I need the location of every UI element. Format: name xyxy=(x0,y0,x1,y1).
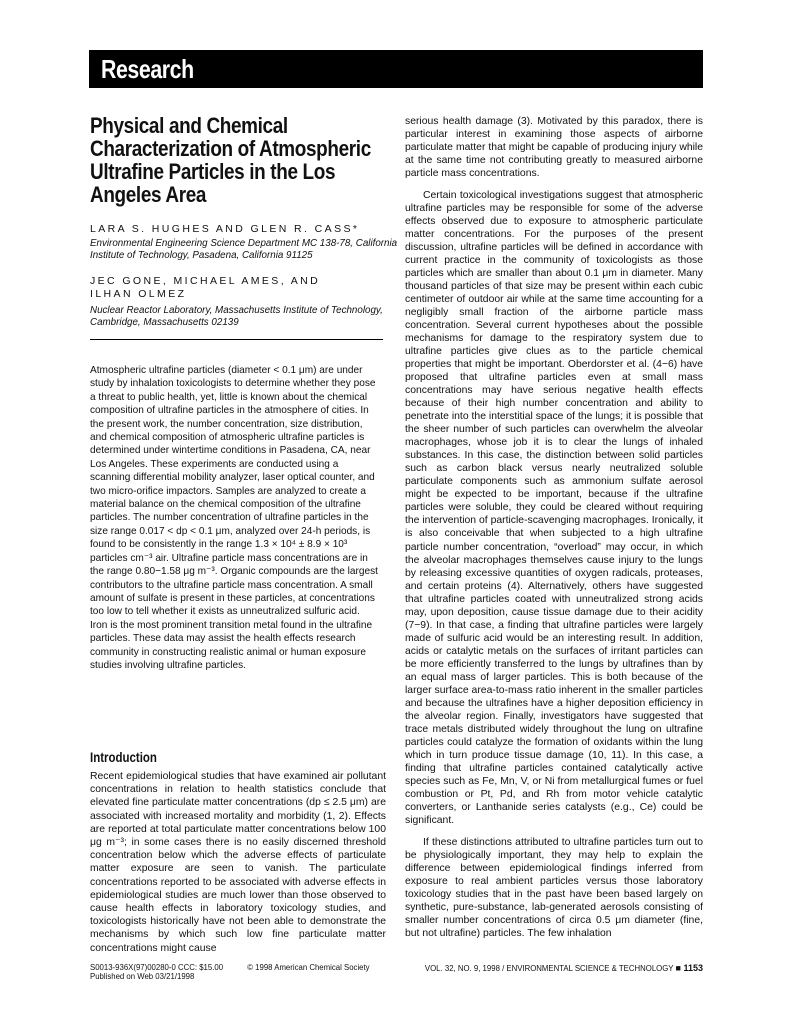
introduction-left-column: Recent epidemiological studies that have examined air pollutant concentrations in relation to health statistics conclude that elevated fine particulate matter concentrations (dp ≤ 2.5 μm) are associated with increased mortality and morbidity (1, 2). Effects are reported at total particulate matter concentrations below 100 μg m⁻³; in some cases there is no easily discerned threshold concentration below which the adverse effects of particulate matter exposure are seen to vanish. The particulate concentrations reported to be associated with adverse effects in epidemiological studies are much lower than those observed to cause health effects in laboratory toxicology studies, and toxicologists historically have not been able to demonstrate the mechanisms by which such low fine particulate matter concentrations might cause xyxy=(90,771,386,954)
paragraph: If these distinctions attributed to ultrafine particles turn out to be physiologically important, they may help to explain the difference between epidemiological findings inferred from exposure to real ambient particles versus those laboratory toxicology studies that in the past have been based largely on synthetic, pure-substance, lab-generated aerosols consisting of smaller number concentrations of circa 0.5 μm diameter (fine, but not ultrafine) particles. The few inhalation xyxy=(405,836,703,939)
journal-info: VOL. 32, NO. 9, 1998 / ENVIRONMENTAL SCIENCE & TECHNOLOGY xyxy=(424,964,674,973)
page-number: ■ 1153 xyxy=(675,963,703,973)
affiliation-2: Nuclear Reactor Laboratory, Massachusetts Institute of Technology, Cambridge, Massachusetts 02139 xyxy=(90,305,383,328)
author-list-1: LARA S. HUGHES AND GLEN R. CASS* xyxy=(90,223,360,235)
author-list-2: JEC GONE, MICHAEL AMES, AND ILHAN OLMEZ xyxy=(90,275,321,300)
affiliation-1: Environmental Engineering Science Department MC 138-78, California Institute of Technology, Pasadena, California 91125 xyxy=(90,238,398,261)
section-label: Research xyxy=(101,54,194,84)
footer-left xyxy=(90,963,390,981)
copyright: © 1998 American Chemical Society xyxy=(247,963,370,972)
footer-right xyxy=(405,963,703,973)
doc-code: S0013-936X(97)00280-0 CCC: $15.00 xyxy=(90,963,224,972)
paragraph: Certain toxicological investigations suggest that atmospheric ultrafine particles may be responsible for some of the adverse effects observed due to exposure to atmospheric particulate matter concentrations. For the purposes of the present discussion, ultrafine particles will be defined in accordance with current practice in the community of toxicologists as those particles which are smaller than about 0.1 μm in diameter. Many thousand particles of that size may be present within each cubic centimeter of outdoor air while at the same time accounting for a negligibly small fraction of the airborne particle mass concentration. Several current hypotheses about the possible mechanisms for damage to the respiratory system due to ultrafine particles give clues as to the particle chemical properties that might be important. Oberdorster et al. (4−6) have proposed that ultrafine particles even at small mass concentrations may have serious negative health effects because of their high number concentration and ability to penetrate into the interstitial space of the lungs; it is possible that the sheer number of such particles can overwhelm the alveolar macrophages, whose job it is to clear the lungs of inhaled substances. In this case, the distinction between solid particles such as carbon black versus nearly neutralized soluble particulate components such as ammonium sulfate aerosol might be expected to be important, because if the ultrafine particles were soluble, they could be cleared without requiring the intervention of particle-scavenging macrophages. Ironically, it is also conceivable that when subjected to a high ultrafine particle number concentration, “overload” may occur, in which the alveolar macrophages themselves cause injury to the lungs by releasing excessive quantities of oxygen radicals, proteases, and certain proteins (4). Alternatively, others have suggested that ultrafine particles coated with unneutralized strong acids may, upon deposition, cause tissue damage due to their acidity (7−9). In that case, a finding that ultrafine particles were largely made of sulfuric acid would be an interesting result. In addition, acids or catalytic metals on the surfaces of irritant particles can be more efficiently transferred to the lungs by ultrafines than by an equal mass of larger particles. This is both because of the larger surface area-to-mass ratio inherent in the smaller particles and because the ultrafines have a higher deposition efficiency in the alveolar region. Finally, investigators have suggested that trace metals distributed widely throughout the lung on ultrafine particles could catalyze the formation of oxidants within the lung which in turn produce tissue damage (10, 11). In this case, a finding that ultrafine particles contained catalytically active species such as Fe, Mn, V, or Ni from metallurgical fumes or fuel combustion or Pt, Pd, and Rh from motor vehicle catalytic converters, or Lanthanide series catalysts (e.g., Ce) could be significant. xyxy=(405,190,703,826)
article-title: Physical and Chemical Characterization of Atmospheric Ultrafine Particles in the Los Angeles Area xyxy=(90,113,371,207)
abstract: Atmospheric ultrafine particles (diameter < 0.1 μm) are under study by inhalation toxicologists to determine whether they pose a threat to public health, yet, little is known about the chemical composition of ultrafine particles in the atmosphere of cities. In the present work, the number concentration, size distribution, and chemical composition of atmospheric ultrafine particles is determined under wintertime conditions in Pasadena, CA, near Los Angeles. These experiments are conducted using a scanning differential mobility analyzer, laser optical counter, and two micro-orifice impactors. Samples are analyzed to create a material balance on the chemical composition of the ultrafine particles. The number concentration of ultrafine particles in the size range 0.017 < dp < 0.1 μm, analyzed over 24-h periods, is found to be consistently in the range 1.3 × 10⁴ ± 8.9 × 10³ particles cm⁻³ air. Ultrafine particle mass concentrations are in the range 0.80−1.58 μg m⁻³. Organic compounds are the largest contributors to the ultrafine particle mass concentration. A small amount of sulfate is present in these particles, at concentrations too low to tell whether it exists as unneutralized sulfuric acid. Iron is the most prominent transition metal found in the ultrafine particles. These data may assist the health effects research community in constructing realistic animal or human exposure studies involving ultrafine particles. xyxy=(90,365,378,671)
published-date: Published on Web 03/21/1998 xyxy=(90,972,195,981)
introduction-heading: Introduction xyxy=(90,750,157,765)
paragraph-continued: serious health damage (3). Motivated by this paradox, there is particular interest in examining those aspects of airborne particulate matter that might be capable of producing injury while at the same time not contributing greatly to measured airborne particle mass concentrations. xyxy=(405,116,703,180)
section-banner xyxy=(89,50,703,88)
abstract-divider xyxy=(90,339,383,340)
right-column xyxy=(405,115,703,940)
